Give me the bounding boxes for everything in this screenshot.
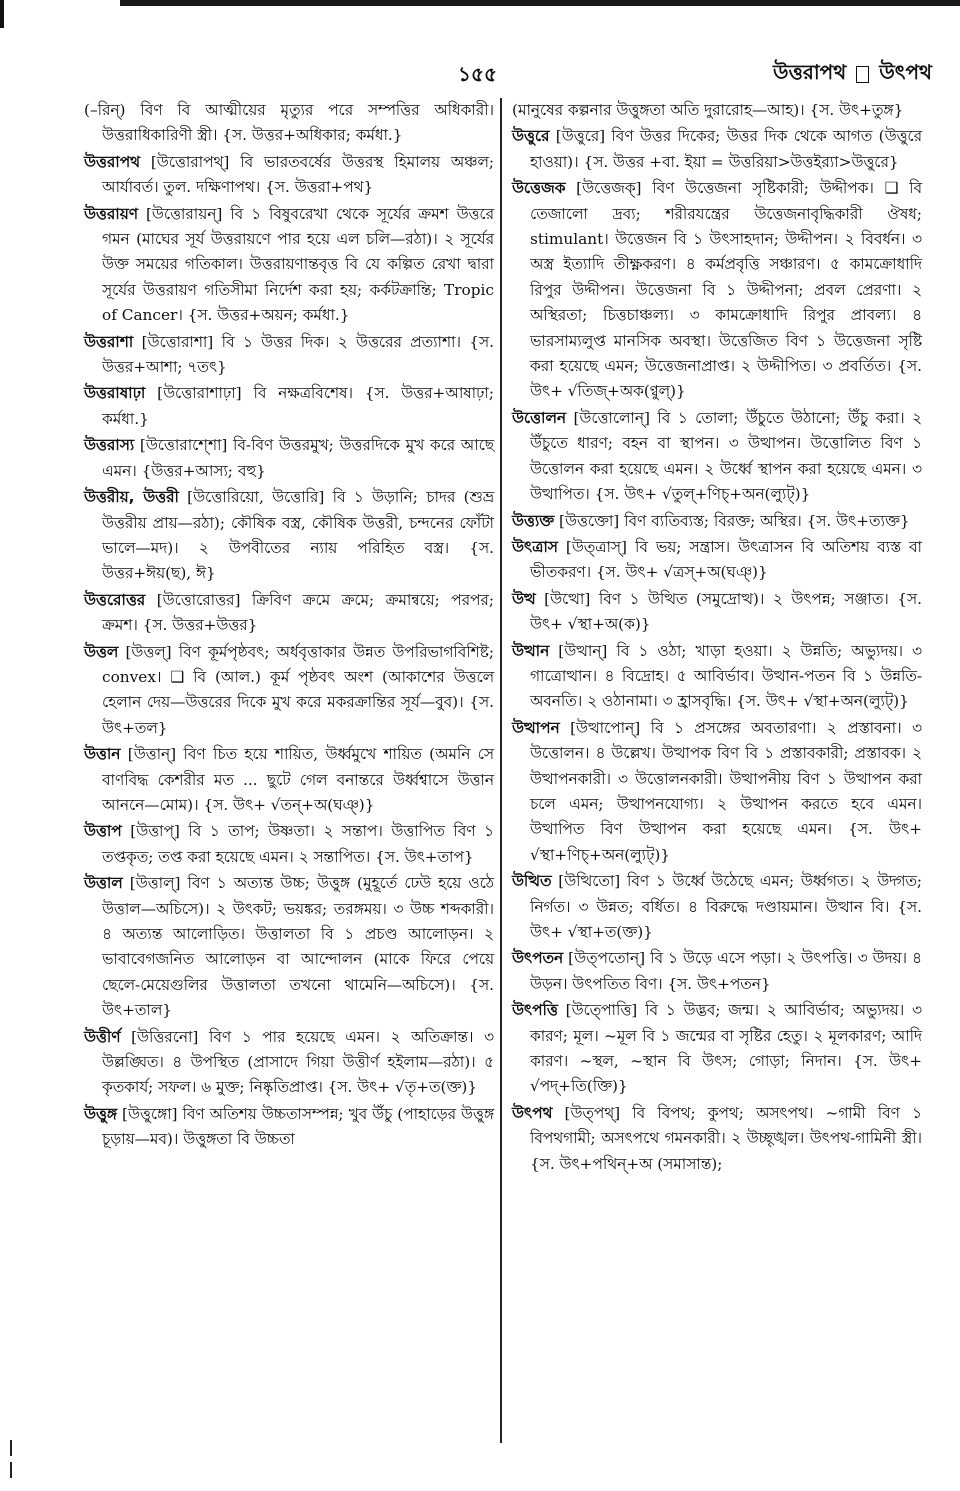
entry-definition: [উত্পোত্তি] বি ১ উদ্ভব; জন্ম। ২ আবির্ভাব; অভ্যুদয়। ৩ কারণ; মূল। ~মূল বি ১ জন্মের বা সৃষ্টির হেতু। ২ মূলকারণ; আদি কারণ। ~স্থল, ~স্থান বি উৎস; গোড়া; নিদান। {স. উৎ+ √পদ্+তি(ক্তি)} [530, 1001, 922, 1096]
dictionary-entry [84, 485, 494, 587]
dictionary-entry [84, 588, 494, 639]
running-head-last: উৎপথ [879, 60, 932, 84]
entry-headword: উত্তরাশা [84, 332, 134, 351]
entry-headword: উত্তাল [84, 874, 123, 893]
page-number: ১৫৫ [458, 62, 497, 86]
entry-definition: [উত্তাপ্] বি ১ তাপ; উষ্ণতা। ২ সন্তাপ। উত্তাপিত বিণ ১ তপ্তকৃত; তপ্ত করা হয়েছে এমন। ২ সন্তাপিত। {স. উৎ+তাপ} [102, 822, 494, 866]
entry-headword: উত্তীর্ণ [84, 1027, 121, 1046]
entry-definition: [উত্তিরনো] বিণ ১ পার হয়েছে এমন। ২ অতিক্রান্ত। ৩ উল্লঙ্ঘিত। ৪ উপস্থিত (প্রাসাদে গিয়া উত্তীর্ণ হইলাম—রঠা)। ৫ কৃতকার্য; সফল। ৬ মুক্ত; নিষ্কৃতিপ্রাপ্ত। {স. উৎ+ √তৃ+ত(ক্ত)} [102, 1027, 494, 1097]
entry-headword: উত্তুঙ্গ [84, 1104, 118, 1123]
running-head [773, 58, 932, 91]
column-divider [500, 98, 502, 1443]
dictionary-entry [512, 509, 922, 534]
entry-headword: উত্তেজক [512, 179, 566, 198]
dictionary-entry [84, 150, 494, 201]
entry-headword: উত্তরাস্য [84, 436, 135, 455]
entry-definition: [উত্তান্] বিণ চিত হয়ে শায়িত, উর্ধ্বমুখে শায়িত (অমনি সে বাণবিদ্ধ কেশরীর মত ... ছুটে গেল বনান্তরে উর্ধ্বশ্বাসে উত্তান আননে—মোম)। {স. উৎ+ √তন্+অ(ঘঞ্)} [102, 745, 494, 814]
entry-headword: উত্তাপ [84, 822, 122, 841]
dictionary-entry [512, 124, 922, 175]
margin-mark [10, 1462, 12, 1478]
entry-headword: উত্ত্যক্ত [512, 511, 555, 530]
dictionary-entry [512, 176, 922, 405]
dictionary-entry [84, 742, 494, 818]
entry-definition: [উত্তোরোত্তর] ক্রিবিণ ক্রমে ক্রমে; ক্রমান্বয়ে; পরপর; ক্রমশ। {স. উত্তর+উত্তর} [102, 590, 494, 635]
entry-headword: উত্থ [512, 589, 536, 608]
entry-headword: উত্তরোত্তর [84, 590, 146, 609]
left-column [84, 98, 494, 1154]
entry-headword: উৎপতন [512, 949, 564, 968]
dictionary-entry [84, 98, 494, 149]
dictionary-entry [512, 535, 922, 586]
entry-headword: উত্তরাপথ [84, 152, 140, 171]
entry-definition: (–রিন্) বিণ বি আত্মীয়ের মৃত্যুর পরে সম্পত্তির অধিকারী। উত্তরাধিকারিণী স্ত্রী। {স. উত্তর+অধিকার; কর্মধা.} [84, 101, 494, 145]
entry-headword: উত্তরাষাঢ়া [84, 384, 146, 403]
entry-definition: [উত্থাপোন্] বি ১ প্রসঙ্গের অবতারণা। ২ প্রস্তাবনা। ৩ উত্তোলন। ৪ উল্লেখ। উত্থাপক বিণ বি ১ প্রস্তাবকারী; প্রস্তাবক। ২ উত্থাপনকারী। ৩ উত্তোলনকারী। উত্থাপনীয় বিণ ১ উত্থাপন করা চলে এমন; উত্থাপনযোগ্য। ২ উত্থাপন করতে হবে এমন। উত্থাপিত বিণ উত্থাপন করা হয়েছে এমন। {স. উৎ+ √স্থা+ণিচ্+অন(ল্যুট্)} [530, 718, 922, 864]
dictionary-entry [512, 946, 922, 997]
entry-definition: [উত্তোরাশ্শো] বি-বিণ উত্তরমুখ; উত্তরদিকে মুখ করে আছে এমন। {উত্তর+আস্য; বহু} [102, 436, 494, 480]
entry-definition: [উত্তাল্] বিণ ১ অত্যন্ত উচ্চ; উত্তুঙ্গ (মুহূর্তে ঢেউ হয়ে ওঠে উত্তাল—অচিসে)। ২ উৎকট; ভয়ঙ্কর; তরঙ্গময়। ৩ উচ্চ শব্দকারী। ৪ অত্যন্ত আলোড়িত। উত্তালতা বি ১ প্রচণ্ড আলোড়ন। ২ ভাবাবেগজনিত আলোড়ন বা আন্দোলন (মাকে ফিরে পেয়ে ছেলে-মেয়েগুলির উত্তালতা তখনো থামেনি—অচিসে)। {স. উৎ+তাল} [102, 874, 494, 1020]
entry-headword: উত্তরীয়, উত্তরী [84, 488, 179, 507]
entry-definition: [উত্তোরাপথ্] বি ভারতবর্ষের উত্তরস্থ হিমালয় অঞ্চল; আর্যাবর্ত। তুল. দক্ষিণাপথ। {স. উত্তরা+পথ} [102, 152, 494, 197]
entry-definition: [উত্তোরিয়ো, উত্তোরি] বি ১ উড়ানি; চাদর (শুভ্র উত্তরীয় প্রায়—রঠা); কৌষিক বস্ত্র, কৌষিক উত্তরী, চন্দনের ফোঁটা ভালে—মদ)। ২ উপবীতের ন্যায় পরিহিত বস্ত্র। {স. উত্তর+ঈয়(ছ), ঈ} [102, 488, 494, 583]
dictionary-entry [512, 406, 922, 508]
margin-tick [0, 0, 4, 28]
dictionary-entry [84, 1025, 494, 1101]
entry-headword: উত্তুরে [512, 127, 550, 146]
entry-headword: উত্থাপন [512, 718, 560, 737]
entry-definition: [উত্তল্] বিণ কূর্মপৃষ্ঠবৎ; অর্ধবৃত্তাকার উন্নত উপরিভাগবিশিষ্ট; convex। ❑ বি (আল.) কূর্ম পৃষ্ঠবৎ অংশ (আকাশের উত্তলে হেলান দেয়—উত্তরের দিকে মুখ করে মকরক্রান্তির সূর্য—বুব)। {স. উৎ+তল} [102, 642, 494, 737]
dictionary-entry [512, 869, 922, 945]
entry-headword: উত্তরায়ণ [84, 204, 138, 223]
dictionary-entry [84, 871, 494, 1023]
entry-definition: [উত্তুরে] বিণ উত্তর দিকের; উত্তর দিক থেকে আগত (উত্তুরে হাওয়া)। {স. উত্তর +বা. ইয়া = উত্তরিয়া>উত্তইর‍্যা>উত্তুরে} [530, 127, 922, 171]
entry-headword: উৎত্রাস [512, 537, 558, 556]
entry-definition: (মানুষের কল্পনার উত্তুঙ্গতা অতি দুরারোহ—আহ)। {স. উৎ+তুঙ্গ} [512, 101, 904, 119]
dictionary-entry [512, 98, 922, 123]
entry-definition: [উত্পতোন্] বি ১ উড়ে এসে পড়া। ২ উৎপত্তি। ৩ উদয়। ৪ উড়ন। উৎপতিত বিণ। {স. উৎ+পতন} [530, 949, 922, 993]
entry-definition: [উত্তুঙ্গো] বিণ অতিশয় উচ্চতাসম্পন্ন; খুব উঁচু (পাহাড়ের উত্তুঙ্গ চূড়ায়—মব)। উত্তুঙ্গতা বি উচ্চতা [102, 1104, 494, 1149]
dictionary-entry [512, 587, 922, 638]
margin-mark [10, 1440, 12, 1456]
entry-headword: উৎপত্তি [512, 1001, 558, 1020]
dictionary-entry [84, 819, 494, 870]
dictionary-entry [512, 716, 922, 868]
entry-definition: [উত্থো] বিণ ১ উত্থিত (সমুদ্রোত্থ)। ২ উৎপন্ন; সঞ্জাত। {স. উৎ+ √স্থা+অ(ক)} [530, 589, 922, 634]
dictionary-entry [512, 998, 922, 1100]
entry-definition: [উত্তেজক্] বিণ উত্তেজনা সৃষ্টিকারী; উদ্দীপক। ❑ বি তেজালো দ্রব্য; শরীরযন্ত্রের উত্তেজনাবৃদ্ধিকারী ঔষধ; stimulant। উত্তেজন বি ১ উৎসাহদান; উদ্দীপন। ২ বিবর্ধন। ৩ অস্ত্র ইত্যাদি তীক্ষ্ণকরণ। ৪ কর্মপ্রবৃত্তি সঞ্চারণ। ৫ কামক্রোধাদি রিপুর উদ্দীপন। উত্তেজনা বি ১ উদ্দীপনা; প্রবল প্রেরণা। ২ অস্থিরতা; চিত্তচাঞ্চল্য। ৩ কামক্রোধাদি রিপুর প্রাবল্য। ৪ ভারসাম্যলুপ্ত মানসিক অবস্থা। উত্তেজিত বিণ ১ উত্তেজনা সৃষ্টি করা হয়েছে এমন; উত্তেজনাপ্রাপ্ত। ২ উদ্দীপিত। ৩ প্রবর্তিত। {স. উৎ+ √তিজ্+অক(ণ্বুল্)} [530, 179, 922, 401]
entry-headword: উত্থান [512, 641, 550, 660]
dictionary-entry [84, 1102, 494, 1153]
dictionary-entry [84, 640, 494, 742]
entry-headword: উত্তোলন [512, 408, 566, 427]
entry-definition: [উত্তোরাশা] বি ১ উত্তর দিক। ২ উত্তরের প্রত্যাশা। {স. উত্তর+আশা; ৭তৎ} [102, 332, 494, 377]
top-rule [120, 0, 960, 6]
entry-definition: [উত্তোলোন্] বি ১ তোলা; উঁচুতে উঠানো; উঁচু করা। ২ উঁচুতে ধারণ; বহন বা স্থাপন। ৩ উত্থাপন। উত্তোলিত বিণ ১ উত্তোলন করা হয়েছে এমন। ২ উর্ধ্বে স্থাপন করা হয়েছে এমন। ৩ উত্থাপিত। {স. উৎ+ √তুল্+ণিচ্+অন(ল্যুট্)} [530, 408, 922, 504]
entry-definition: [উত্থিতো] বিণ ১ উর্ধ্বে উঠেছে এমন; উর্ধ্বগত। ২ উদ্গত; নির্গত। ৩ উন্নত; বর্ধিত। ৪ বিরুদ্ধে দণ্ডায়মান। উত্থান বি। {স. উৎ+ √স্থা+ত(ক্ত)} [530, 872, 922, 941]
entry-definition: [উত্তোরাশাঢ়া] বি নক্ষত্রবিশেষ। {স. উত্তর+আষাঢ়া; কর্মধা.} [102, 384, 494, 428]
running-head-first: উত্তরাপথ [772, 60, 847, 84]
dictionary-entry [84, 381, 494, 432]
entry-headword: উত্তল [84, 642, 119, 661]
entry-headword: উত্থিত [512, 872, 552, 891]
entry-definition: [উত্তোরায়ন্] বি ১ বিষুবরেখা থেকে সূর্যের ক্রমশ উত্তরে গমন (মাঘের সূর্য উত্তরায়ণে পার হয়ে এল চলি—রঠা)। ২ সূর্যের উক্ত সময়ের গতিকাল। উত্তরায়ণান্তবৃত্ত বি যে কল্পিত রেখা দ্বারা সূর্যের উত্তরায়ণ গতিসীমা নির্দেশ করা হয়; কর্কটক্রান্তি; Tropic of Cancer। {স. উত্তর+অয়ন; কর্মধা.} [102, 204, 494, 325]
dictionary-entry [512, 1101, 922, 1177]
dictionary-entry [84, 433, 494, 484]
dictionary-entry [84, 202, 494, 329]
right-column [512, 98, 922, 1178]
entry-definition: [উত্পথ্] বি বিপথ; কুপথ; অসৎপথ। ~গামী বিণ ১ বিপথগামী; অসৎপথে গমনকারী। ২ উচ্ছৃঙ্খল। উৎপথ-গামিনী স্ত্রী। {স. উৎ+পথিন্+অ (সমাসান্ত); [530, 1103, 922, 1173]
dictionary-entry [512, 639, 922, 715]
box-separator-icon [856, 66, 869, 83]
dictionary-entry [84, 330, 494, 381]
entry-headword: উৎপথ [512, 1103, 553, 1122]
entry-definition: [উত্ত্রাস্] বি ভয়; সন্ত্রাস। উৎত্রাসন বি অতিশয় ব্যস্ত বা ভীতকরণ। {স. উৎ+ √ত্রস্+অ(ঘঞ্)} [530, 537, 922, 582]
entry-definition: [উত্তক্তো] বিণ ব্যতিব্যস্ত; বিরক্ত; অস্থির। {স. উৎ+ত্যক্ত} [559, 511, 910, 530]
entry-definition: [উত্থান্] বি ১ ওঠা; খাড়া হওয়া। ২ উন্নতি; অভ্যুদয়। ৩ গাত্রোত্থান। ৪ বিদ্রোহ। ৫ আবির্ভাব। উত্থান-পতন বি ১ উন্নতি-অবনতি। ২ ওঠানামা। ৩ হ্রাসবৃদ্ধি। {স. উৎ+ √স্থা+অন(ল্যুট্)} [530, 641, 922, 711]
entry-headword: উত্তান [84, 745, 121, 764]
